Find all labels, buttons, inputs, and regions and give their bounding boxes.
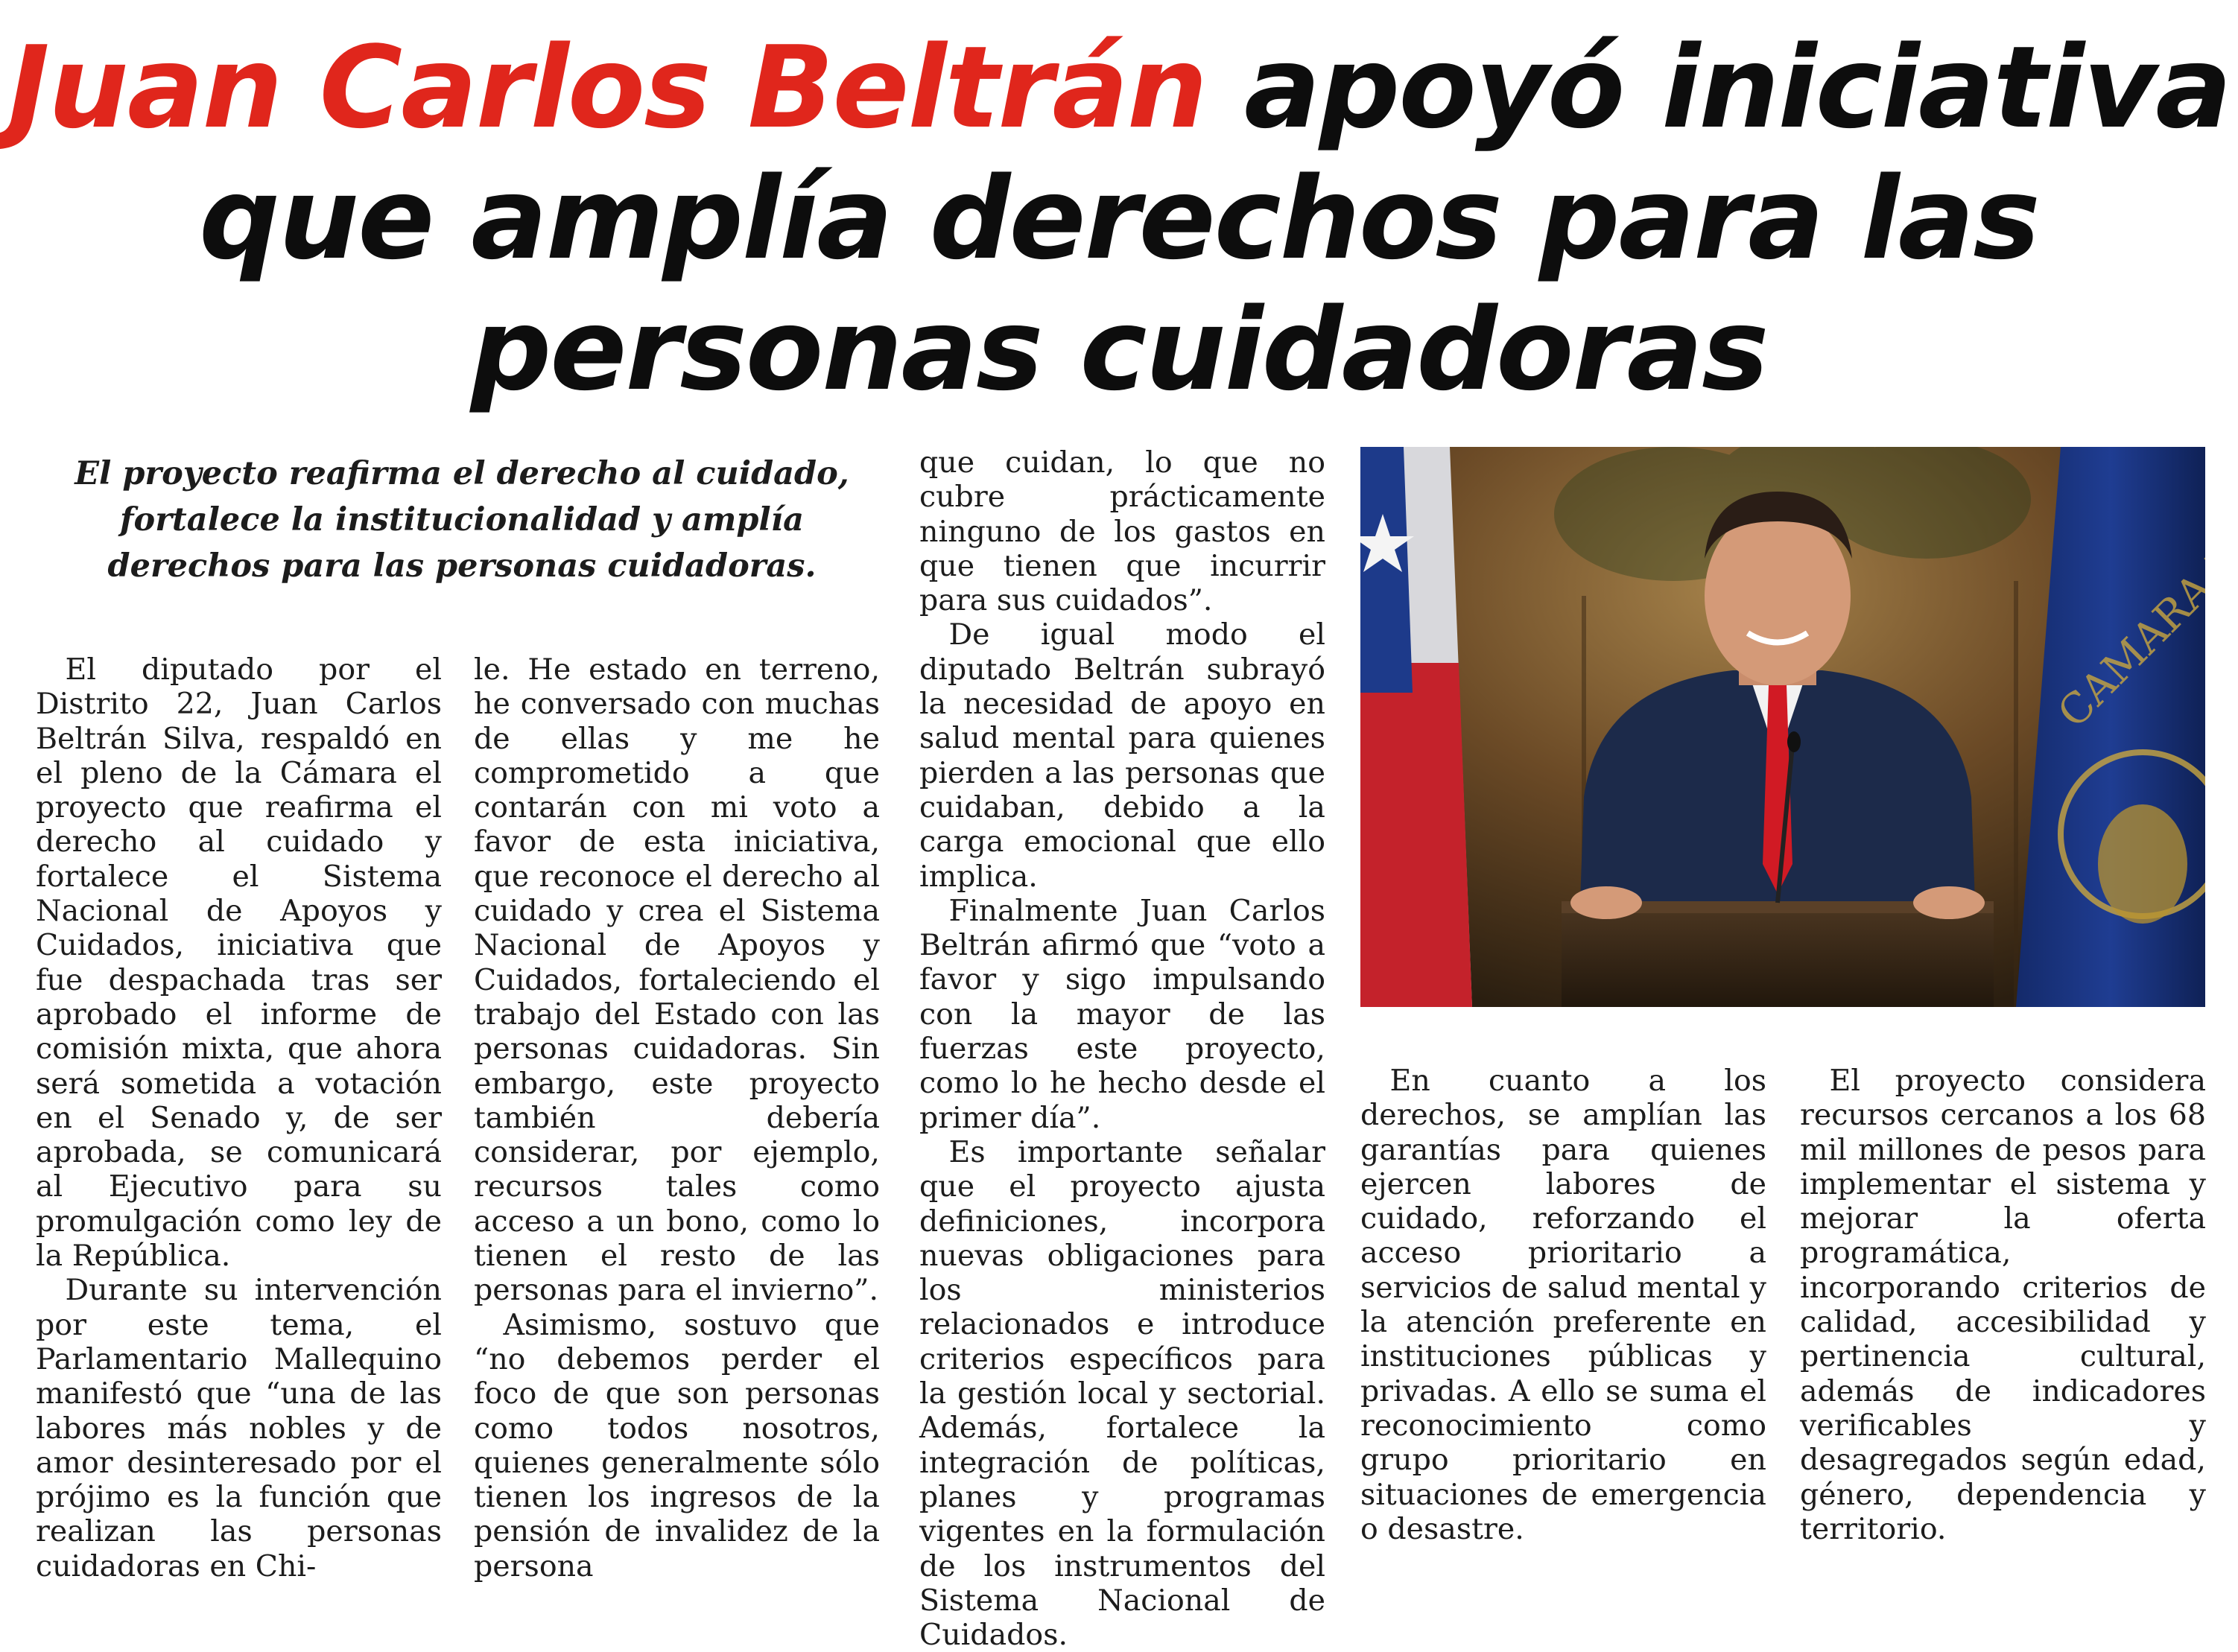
article-photo: [1360, 447, 2205, 1007]
subhead-line-2: fortalece la institucionalidad y amplía: [120, 501, 804, 539]
paragraph: Es importante señalar que el proyecto ajusta definiciones, incorpora nuevas obligaciones para los ministerios relacionados e introduce criterios específicos para la gestión local y sectorial. Además, fortalece la integración de políticas, planes y programas vigentes en la formulación de los instrumentos del Sistema Nacional de Cuidados.: [919, 1134, 1325, 1652]
headline-line-1: [0, 22, 2238, 153]
paragraph: En cuanto a los derechos, se amplían las garantías para quienes ejercen labores de cuidado, reforzando el acceso prioritario a servicios de salud mental y la atención preferente en instituciones públicas y privadas. A ello se suma el reconocimiento como grupo prioritario en situaciones de emergencia o desastre.: [1360, 1064, 1766, 1546]
paragraph: Durante su intervención por este tema, el Parlamentario Mallequino manifestó que “una de las labores más nobles y de amor desinteresado por el prójimo es la función que realizan las personas cuidadoras en Chi-: [36, 1273, 442, 1583]
subhead-line-3: derechos para las personas cuidadoras.: [107, 547, 817, 585]
subheadline: [45, 451, 879, 589]
article-column-2: [474, 652, 880, 1583]
paragraph: Finalmente Juan Carlos Beltrán afirmó que “voto a favor y sigo impulsando con la mayor de las fuerzas este proyecto, como lo he hecho desde el primer día”.: [919, 893, 1325, 1135]
headline-line-1-rest: apoyó iniciativa: [1206, 22, 2231, 153]
headline-line-3: personas cuidadoras: [470, 284, 1768, 416]
paragraph: De igual modo el diputado Beltrán subrayó la necesidad de apoyo en salud mental para quienes pierden a las personas que cuidaban, debido a la carga emocional que ello implica.: [919, 617, 1325, 894]
paragraph: que cuidan, lo que no cubre prácticamente ninguno de los gastos en que tienen que incurrir para sus cuidados”.: [919, 445, 1325, 618]
paragraph: El proyecto considera recursos cercanos a los 68 mil millones de pesos para implementar el sistema y mejorar la oferta programática, incorporando criterios de calidad, accesibilidad y pertinencia cultural, además de indicadores verificables y desagregados según edad, género, dependencia y territorio.: [1800, 1064, 2206, 1546]
article-column-4: [1360, 1064, 1766, 1546]
paragraph: le. He estado en terreno, he conversado con muchas de ellas y me he comprometido a que contarán con mi voto a favor de esta iniciativa, que reconoce el derecho al cuidado y crea el Sistema Nacional de Apoyos y Cuidados, fortaleciendo el trabajo del Estado con las personas cuidadoras. Sin embargo, este proyecto también debería considerar, por ejemplo, recursos tales como acceso a un bono, como lo tienen el resto de las personas para el invierno”.: [474, 652, 880, 1308]
paragraph: El diputado por el Distrito 22, Juan Carlos Beltrán Silva, respaldó en el pleno de la Cámara el proyecto que reafirma el derecho al cuidado y fortalece el Sistema Nacional de Apoyos y Cuidados, iniciativa que fue despachada tras ser aprobado el informe de comisión mixta, que ahora será sometida a votación en el Senado y, de ser aprobada, se comunicará al Ejecutivo para su promulgación como ley de la República.: [36, 652, 442, 1274]
headline: [0, 22, 2238, 416]
subhead-line-1: El proyecto reafirma el derecho al cuidado,: [75, 455, 849, 492]
article-column-3: [919, 445, 1325, 1652]
paragraph: Asimismo, sostuvo que “no debemos perder el foco de que son personas como todos nosotros, quienes generalmente sólo tienen los ingresos de la pensión de invalidez de la persona: [474, 1307, 880, 1583]
article-column-5: [1800, 1064, 2206, 1546]
headline-name: Juan Carlos Beltrán: [7, 22, 1207, 153]
headline-line-2: que amplía derechos para las: [199, 153, 2039, 285]
article-column-1: [36, 652, 442, 1583]
